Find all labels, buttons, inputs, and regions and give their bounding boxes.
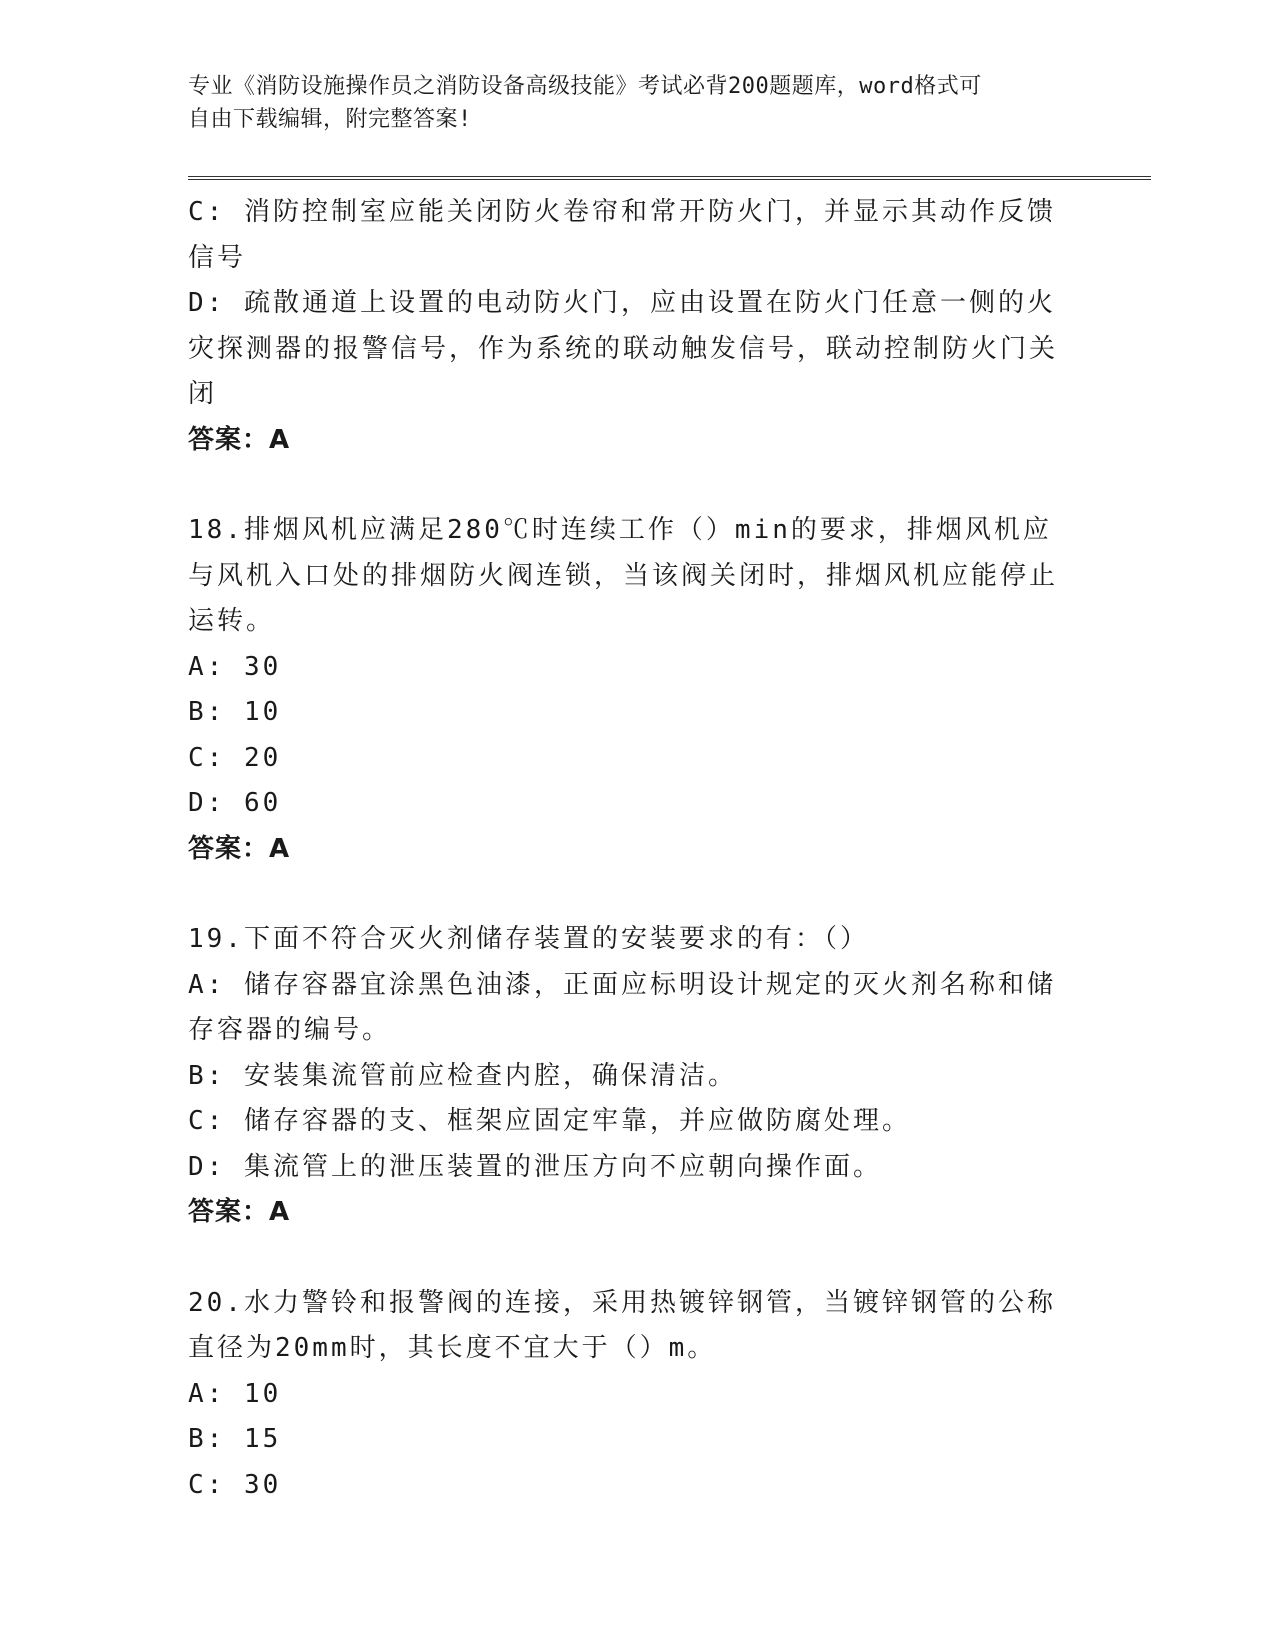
question-list — [188, 190, 1068, 1508]
header-line-1: 专业《消防设施操作员之消防设备高级技能》考试必背200题题库，word格式可 — [188, 74, 982, 99]
option-d: D: 60 — [188, 788, 282, 818]
option-d: D: 疏散通道上设置的电动防火门，应由设置在防火门任意一侧的火灾探测器的报警信号，作为系统的联动触发信号，联动控制防火门关闭 — [188, 288, 1059, 409]
option-a: A: 30 — [188, 651, 282, 682]
header-divider — [188, 176, 1151, 180]
option-c: C: 30 — [188, 1469, 282, 1500]
spacer — [188, 1236, 1068, 1281]
option-b: B: 15 — [188, 1424, 282, 1454]
option-a: A: 10 — [188, 1378, 282, 1409]
document-header — [188, 70, 1058, 136]
spacer — [188, 872, 1068, 917]
question-18 — [188, 508, 1068, 872]
option-c: C: 消防控制室应能关闭防火卷帘和常开防火门，并显示其动作反馈信号 — [188, 197, 1056, 273]
answer: 答案：A — [188, 424, 291, 455]
question-19 — [188, 917, 1068, 1236]
question-stem: 19.下面不符合灭火剂储存装置的安装要求的有：（） — [188, 924, 869, 954]
question-17 — [188, 190, 1068, 463]
question-20 — [188, 1281, 1068, 1509]
option-a: A: 储存容器宜涂黑色油漆，正面应标明设计规定的灭火剂名称和储存容器的编号。 — [188, 969, 1056, 1045]
header-line-2: 自由下载编辑，附完整答案! — [188, 107, 472, 132]
option-d: D: 集流管上的泄压装置的泄压方向不应朝向操作面。 — [188, 1151, 882, 1182]
option-c: C: 储存容器的支、框架应固定牢靠，并应做防腐处理。 — [188, 1106, 911, 1136]
question-stem: 18.排烟风机应满足280℃时连续工作（）min的要求，排烟风机应与风机入口处的排烟防火阀连锁，当该阀关闭时，排烟风机应能停止运转。 — [188, 515, 1059, 636]
option-b: B: 10 — [188, 697, 282, 727]
option-c: C: 20 — [188, 742, 282, 773]
question-stem: 20.水力警铃和报警阀的连接，采用热镀锌钢管，当镀锌钢管的公称直径为20mm时，其长度不宜大于（）m。 — [188, 1287, 1056, 1363]
document-page — [188, 70, 1138, 1508]
answer: 答案：A — [188, 1197, 291, 1227]
spacer — [188, 463, 1068, 508]
answer: 答案：A — [188, 833, 291, 864]
option-b: B: 安装集流管前应检查内腔，确保清洁。 — [188, 1060, 737, 1091]
